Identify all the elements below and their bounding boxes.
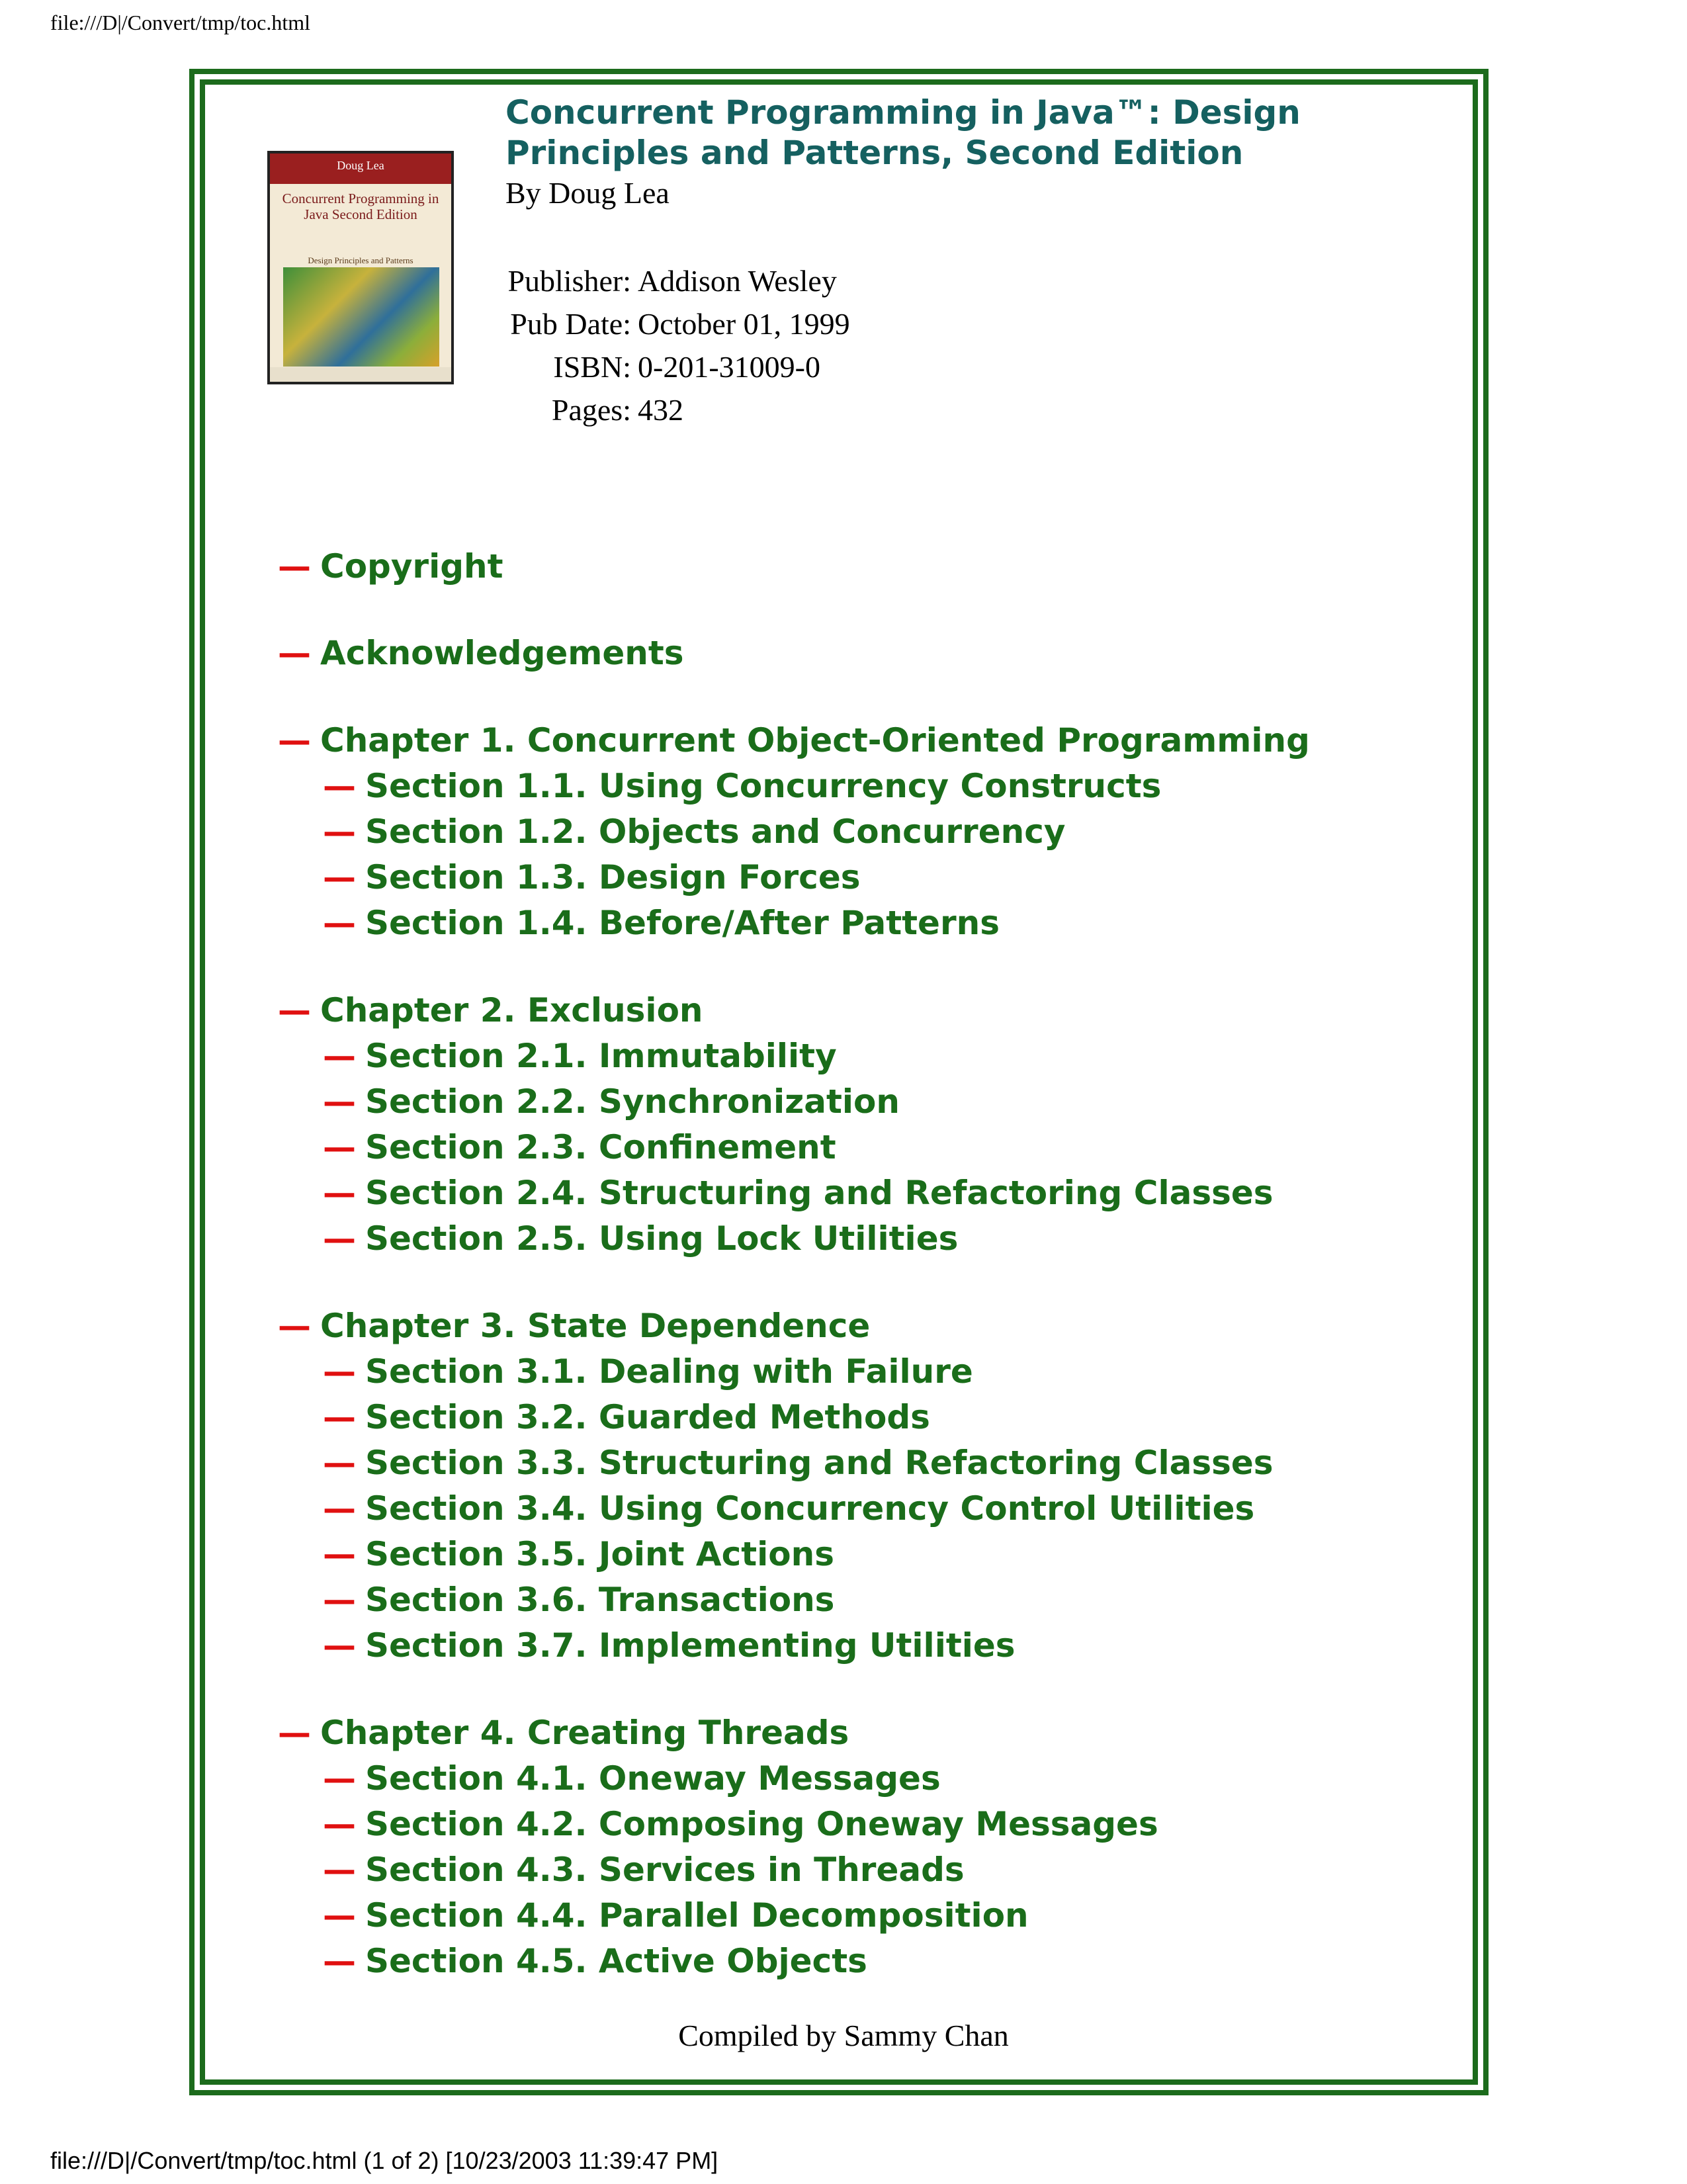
- dash-bullet-icon: —: [323, 1942, 356, 1980]
- toc-link-section-3-4[interactable]: [323, 1488, 1254, 1529]
- toc-link-label: Section 3.3. Structuring and Refactoring Classes: [365, 1444, 1274, 1482]
- toc-link-label: Section 3.6. Transactions: [365, 1581, 835, 1619]
- dash-bullet-icon: —: [323, 1398, 356, 1436]
- dash-bullet-icon: —: [323, 1535, 356, 1573]
- toc-link-label: Section 3.7. Implementing Utilities: [365, 1626, 1016, 1665]
- toc-link-chapter-2[interactable]: [278, 990, 703, 1031]
- toc-link-label: Section 3.2. Guarded Methods: [365, 1398, 930, 1436]
- toc-link-label: Section 2.3. Confinement: [365, 1128, 836, 1166]
- toc-link-section-1-3[interactable]: [323, 857, 861, 898]
- toc-link-label: Section 1.1. Using Concurrency Constructs: [365, 767, 1162, 805]
- toc-link-label: Section 2.5. Using Lock Utilities: [365, 1219, 959, 1258]
- dash-bullet-icon: —: [323, 1805, 356, 1843]
- cover-author: Doug Lea: [337, 159, 384, 172]
- dash-bullet-icon: —: [323, 1444, 356, 1482]
- dash-bullet-icon: —: [323, 1037, 356, 1075]
- toc-link-section-2-2[interactable]: [323, 1081, 900, 1122]
- toc-link-label: Section 4.2. Composing Oneway Messages: [365, 1805, 1158, 1843]
- meta-label: Publisher:: [507, 264, 631, 298]
- dash-bullet-icon: —: [278, 1714, 311, 1752]
- toc-link-section-3-2[interactable]: [323, 1397, 930, 1438]
- toc-link-label: Section 3.5. Joint Actions: [365, 1535, 835, 1573]
- dash-bullet-icon: —: [323, 1581, 356, 1619]
- cover-subtitle: Design Principles and Patterns: [308, 255, 413, 265]
- toc-link-label: Section 2.2. Synchronization: [365, 1082, 900, 1121]
- toc-link-section-2-4[interactable]: [323, 1172, 1274, 1213]
- toc-link-label: Section 1.4. Before/After Patterns: [365, 904, 1000, 942]
- toc-link-chapter-4[interactable]: [278, 1712, 849, 1753]
- toc-link-label: Chapter 1. Concurrent Object-Oriented Programming: [320, 721, 1310, 760]
- toc-link-section-2-5[interactable]: [323, 1218, 958, 1259]
- meta-row-publisher: [370, 263, 926, 303]
- page-url-footer: file:///D|/Convert/tmp/toc.html (1 of 2) [10/23/2003 11:39:47 PM]: [50, 2147, 718, 2174]
- toc-link-section-4-1[interactable]: [323, 1758, 941, 1799]
- meta-row-pages: [370, 392, 926, 432]
- toc-link-label: Acknowledgements: [320, 634, 684, 672]
- toc-link-section-1-4[interactable]: [323, 902, 1000, 943]
- toc-link-chapter-3[interactable]: [278, 1305, 870, 1346]
- toc-link-section-4-5[interactable]: [323, 1941, 867, 1982]
- toc-link-label: Section 4.5. Active Objects: [365, 1942, 867, 1980]
- toc-link-label: Section 4.4. Parallel Decomposition: [365, 1896, 1029, 1935]
- toc-link-label: Section 1.2. Objects and Concurrency: [365, 812, 1066, 851]
- toc-link-section-4-3[interactable]: [323, 1849, 965, 1890]
- toc-link-section-1-1[interactable]: [323, 765, 1161, 807]
- toc-link-section-3-3[interactable]: [323, 1442, 1274, 1483]
- toc-link-label: Chapter 4. Creating Threads: [320, 1714, 849, 1752]
- toc-link-label: Section 2.4. Structuring and Refactoring Classes: [365, 1174, 1274, 1212]
- dash-bullet-icon: —: [278, 634, 311, 672]
- meta-value: Addison Wesley: [638, 264, 837, 298]
- meta-label: ISBN:: [553, 350, 631, 384]
- meta-row-pub-date: [370, 306, 926, 346]
- toc-link-copyright[interactable]: [278, 546, 503, 587]
- book-byline: By Doug Lea: [505, 176, 670, 210]
- toc-link-section-3-5[interactable]: [323, 1534, 834, 1575]
- toc-link-label: Section 4.3. Services in Threads: [365, 1851, 965, 1889]
- dash-bullet-icon: —: [323, 1626, 356, 1665]
- dash-bullet-icon: —: [323, 904, 356, 942]
- dash-bullet-icon: —: [278, 721, 311, 760]
- dash-bullet-icon: —: [278, 1307, 311, 1345]
- toc-link-label: Copyright: [320, 547, 503, 586]
- toc-link-label: Section 2.1. Immutability: [365, 1037, 837, 1075]
- page-url-header: file:///D|/Convert/tmp/toc.html: [50, 11, 311, 34]
- toc-link-section-3-6[interactable]: [323, 1579, 834, 1620]
- dash-bullet-icon: —: [323, 1128, 356, 1166]
- meta-value: 0-201-31009-0: [638, 350, 820, 384]
- toc-link-section-4-4[interactable]: [323, 1895, 1029, 1936]
- meta-value: October 01, 1999: [638, 307, 850, 341]
- dash-bullet-icon: —: [323, 1174, 356, 1212]
- dash-bullet-icon: —: [323, 1219, 356, 1258]
- dash-bullet-icon: —: [323, 858, 356, 896]
- dash-bullet-icon: —: [323, 1082, 356, 1121]
- meta-row-isbn: [370, 349, 926, 389]
- dash-bullet-icon: —: [323, 812, 356, 851]
- toc-link-section-3-7[interactable]: [323, 1625, 1016, 1666]
- toc-link-label: Section 4.1. Oneway Messages: [365, 1759, 941, 1798]
- toc-link-section-1-2[interactable]: [323, 811, 1065, 852]
- toc-link-section-4-2[interactable]: [323, 1804, 1158, 1845]
- toc-link-section-3-1[interactable]: [323, 1351, 973, 1392]
- dash-bullet-icon: —: [323, 1489, 356, 1528]
- book-title: Concurrent Programming in Java™: Design Principles and Patterns, Second Edition: [505, 93, 1301, 172]
- toc-link-acknowledgements[interactable]: [278, 633, 684, 674]
- dash-bullet-icon: —: [323, 1759, 356, 1798]
- dash-bullet-icon: —: [323, 1352, 356, 1391]
- dash-bullet-icon: —: [323, 1896, 356, 1935]
- dash-bullet-icon: —: [278, 991, 311, 1029]
- toc-link-label: Chapter 3. State Dependence: [320, 1307, 871, 1345]
- cover-title: Concurrent Programming in Java Second Edition: [282, 191, 439, 222]
- toc-link-label: Chapter 2. Exclusion: [320, 991, 703, 1029]
- meta-label: Pages:: [551, 393, 631, 427]
- toc-link-label: Section 3.4. Using Concurrency Control Utilities: [365, 1489, 1255, 1528]
- compiled-by-credit: Compiled by Sammy Chan: [678, 2019, 1009, 2052]
- meta-value: 432: [638, 393, 683, 427]
- toc-link-chapter-1[interactable]: [278, 720, 1310, 761]
- dash-bullet-icon: —: [323, 767, 356, 805]
- toc-link-label: Section 3.1. Dealing with Failure: [365, 1352, 973, 1391]
- toc-link-section-2-1[interactable]: [323, 1035, 837, 1076]
- toc-link-section-2-3[interactable]: [323, 1127, 836, 1168]
- toc-link-label: Section 1.3. Design Forces: [365, 858, 861, 896]
- meta-label: Pub Date:: [510, 307, 631, 341]
- dash-bullet-icon: —: [278, 547, 311, 586]
- dash-bullet-icon: —: [323, 1851, 356, 1889]
